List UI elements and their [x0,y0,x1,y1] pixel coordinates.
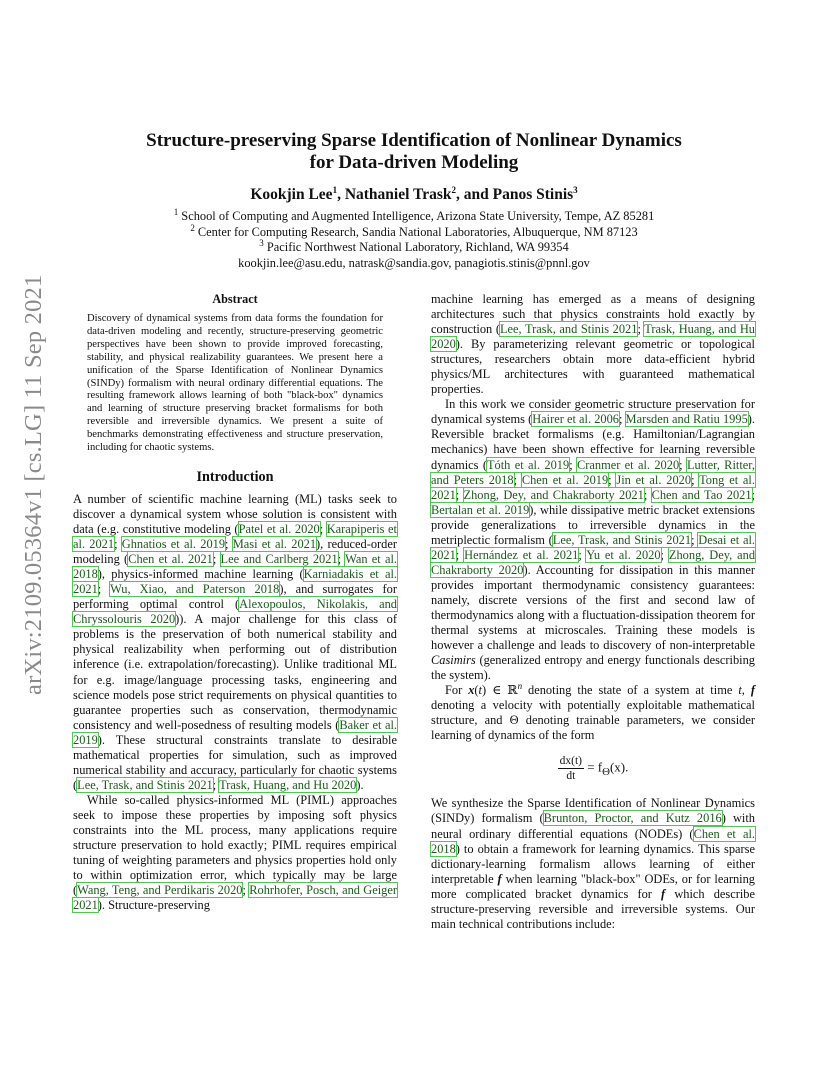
text-run: We synthesize the Sparse Identification of Nonlinear Dynamics (SINDy) formalism ( [431,796,755,826]
citation-link[interactable]: Wang, Teng, and Perdikaris 2020 [77,883,243,898]
citation-link[interactable]: Yu et al. 2020 [586,547,661,562]
text-run: While so-called physics-informed ML (PIML) approaches seek to impose these properties by imposing soft physics constraints into the ML process, many applications require structure preservation to hold exactly; PIML requires empirical tuning of weighting parameters and physics properties hold only to within optimization error, which typically may be large ( [73,792,397,898]
right-paragraph-2 [431,397,755,683]
citation-link[interactable]: Rohrhofer, Posch, and Geiger 2021 [73,883,397,913]
citation-link[interactable]: Karapiperis et al. 2021 [73,522,397,552]
affiliation-2 [80,222,748,241]
abstract-heading: Abstract [212,292,258,306]
text-run: ; [337,552,346,567]
citation-link[interactable]: Wu, Xiao, and Paterson 2018 [110,582,280,597]
text-run: ; [455,547,465,562]
fraction-numerator: dx(t) [559,755,582,768]
text-run: ; [114,537,122,552]
text-run: ; [637,322,645,337]
citation-link[interactable]: Lee and Carlberg 2021 [220,552,338,567]
text-run: ; [751,487,755,502]
text-run: ; [660,547,669,562]
emphasis-casimirs: Casimirs [431,653,476,668]
citation-link[interactable]: Marsden and Ratiu 1995 [625,412,748,427]
text-run: ; [618,412,626,427]
text-run: ; [569,457,577,472]
right-column [431,292,755,932]
paper-title [80,130,748,174]
text-run: ; [513,472,522,487]
text-run: )). A major challenge for this class of problems is the preservation of both numerical stability and physical realizability when performing out of distribution inference (i.e. extrapolation/forecasting). Unlike traditional ML for e.g. image/language processing tasks, engineering and science models pose strict requirements on physical quantities to guarantee properties such as conservation, thermodynamic consistency and well-posedness of resulting models ( [73,612,397,732]
math-symbol: f [661,886,666,901]
citation-link[interactable]: Bertalan et al. 2019 [431,502,530,517]
title-line-1: Structure-preserving Sparse Identification of Nonlinear Dynamics [146,130,682,151]
math-symbol: n [517,681,523,692]
affiliation-1 [80,206,748,225]
text-run: For [445,683,469,698]
author-3: Panos Stinis [492,186,574,203]
text-run: ). Structure-preserving [97,898,210,913]
text-run: ; [691,472,700,487]
text-run: ; [212,777,220,792]
text-run: which describe structure-preserving reversible and irreversible systems. Our main technical contributions include: [431,886,756,931]
title-line-2: for Data-driven Modeling [309,152,519,173]
citation-link[interactable]: Hernández et al. 2021 [464,547,579,562]
affiliation-2-sup: 2 [190,222,195,233]
text-run: ), and surrogates for performing optimal control ( [73,582,397,612]
citation-link[interactable]: Karniadakis et al. 2021 [73,567,398,597]
citation-link[interactable]: Lee, Trask, and Stinis 2021 [77,777,213,792]
text-run: ). [356,777,364,792]
citation-link[interactable]: Chen and Tao 2021 [651,487,752,502]
intro-paragraph-2 [73,793,397,913]
text-run: ; [97,582,111,597]
citation-link[interactable]: Jin et al. 2020 [616,472,692,487]
text-run: ). Reversible bracket formalisms (e.g. Hamiltonian/Lagrangian mechanics) have been shown effective for learning reversible dynamics ( [431,412,756,472]
author-3-sup: 3 [573,184,578,195]
citation-link[interactable]: Lee, Trask, and Stinis 2021 [499,322,638,337]
text-run: , [741,683,751,698]
text-run: ; [691,532,699,547]
ode-equation [431,755,755,782]
author-2-sup: 2 [451,184,456,195]
math-symbol: t [738,683,742,698]
equation-subscript: Θ [602,766,610,779]
text-run: when learning "black-box" ODEs, or for learning more complicated bracket dynamics for [431,871,755,901]
citation-link[interactable]: Patel et al. 2020 [238,522,320,537]
affiliation-3-text: Pacific Northwest National Laboratory, Richland, WA 99354 [266,240,569,255]
author-list [80,186,748,204]
text-run: ) to obtain a framework for learning dynamics. This sparse dictionary-learning formalism allows learning of either interpretable [431,841,755,886]
citation-link[interactable]: Brunton, Proctor, and Kutz 2016 [543,811,722,826]
intro-paragraph-1 [73,492,397,793]
citation-link[interactable]: Chen et al. 2019 [521,472,609,487]
text-run: ) ∈ ℝ [482,683,518,698]
affiliation-2-text: Center for Computing Research, Sandia National Laboratories, Albuquerque, NM 87123 [197,224,638,239]
text-run: ), reduced-order modeling ( [73,537,398,567]
citation-link[interactable]: Trask, Huang, and Hu 2020 [431,322,755,352]
math-symbol: f [750,683,755,698]
citation-link[interactable]: Chen et al. 2021 [128,552,213,567]
right-paragraph-1 [431,292,755,397]
text-run: machine learning has emerged as a means of designing architectures such that physics constraints hold exactly by construction ( [431,292,755,337]
math-symbol: f [497,871,502,886]
author-separator: , and [455,186,493,203]
text-run: ), while dissipative metric bracket extensions provide generalizations to irreversible dynamics in the metriplectic formalism ( [431,502,756,547]
text-run: ). These structural constraints translate to desirable mathematical properties for simulation, such as improved numerical stability and accuracy, particularly for chaotic systems ( [73,732,397,792]
text-run: ; [679,457,687,472]
text-run: ; [578,547,587,562]
text-run: ). By parameterizing relevant geometric or topological structures, researchers obtain more data-efficient hybrid physics/ML architectures with guaranteed mathematical properties. [431,337,755,397]
text-run: ; [225,537,233,552]
derivative-fraction [558,755,584,782]
text-run: ; [319,522,327,537]
citation-link[interactable]: Chen et al. 2018 [431,826,755,856]
citation-link[interactable]: Baker et al. 2019 [73,717,398,747]
text-run: ; [643,487,652,502]
citation-link[interactable]: Hairer et al. 2006 [532,412,619,427]
text-run: ; [242,883,250,898]
author-1: Kookjin Lee [250,186,333,203]
citation-link[interactable]: Zhong, Dey, and Chakraborty 2021 [463,487,644,502]
citation-link[interactable]: Trask, Huang, and Hu 2020 [219,777,357,792]
citation-link[interactable]: Lutter, Ritter, and Peters 2018 [431,457,755,487]
affiliation-1-text: School of Computing and Augmented Intelligence, Arizona State University, Tempe, AZ 85281 [181,209,655,223]
text-run: In this work we consider geometric structure preservation for dynamical systems ( [431,397,755,427]
text-run: ( [474,683,479,698]
citation-link[interactable]: Alexopoulos, Nikolakis, and Chryssolouris 2020 [73,597,397,627]
abstract-text: Discovery of dynamical systems from data forms the foundation for data-driven modeling and recently, structure-preserving geometric perspectives have been shown to provide improved forecasting, stability, and physical realizability guarantees. We present here a unification of the Sparse Identification of Nonlinear Dynamics (SINDy) formalism with neural ordinary differential equations. The resulting framework allows learning of both "black-box" dynamics and learning of structure preserving bracket formalisms for both reversible and irreversible dynamics. We present a suite of benchmarks demonstrating effectiveness and structure preservation, including for chaotic systems. [87,313,383,454]
text-run: ; [455,487,464,502]
text-run: A number of scientific machine learning (ML) tasks seek to discover a dynamical system whose solution is consistent with data (e.g. constitutive modeling ( [73,491,397,537]
equation-rhs: = f [587,759,603,775]
text-run: ; [212,552,221,567]
affiliations [80,206,748,271]
right-paragraph-4 [431,796,755,931]
author-2: Nathaniel Trask [344,186,452,203]
author-1-sup: 1 [332,184,338,195]
citation-link[interactable]: Tong et al. 2021 [431,472,755,502]
affiliation-3-sup: 3 [259,238,264,249]
fraction-denominator: dt [566,770,576,783]
citation-link[interactable]: Desai et al. 2021 [431,532,756,562]
affiliation-3 [80,240,748,256]
citation-link[interactable]: Lee, Trask, and Stinis 2021 [552,532,692,547]
text-run: denoting the state of a system at time [522,683,739,698]
text-run: ), physics-informed machine learning ( [97,567,304,582]
citation-link[interactable]: Zhong, Dey, and Chakraborty 2020 [431,547,756,577]
citation-link[interactable]: Tóth et al. 2019 [486,457,570,472]
citation-link[interactable]: Masi et al. 2021 [232,537,317,552]
arxiv-identifier[interactable]: arXiv:2109.05364v1 [cs.LG] 11 Sep 2021 [20,274,47,695]
text-run: denoting a velocity with potentially exploitable mathematical structure, and Θ denoting trainable parameters, we consider learning of dynamics of the form [431,698,755,743]
citation-link[interactable]: Wan et al. 2018 [73,552,397,582]
equation-rhs-2: (x). [609,759,629,775]
introduction-heading: Introduction [196,468,274,485]
affiliation-1-sup: 1 [173,206,179,217]
text-run: ; [608,472,617,487]
right-paragraph-3 [431,683,755,743]
text-run: ). Accounting for dissipation in this manner provides important thermodynamic consistency guarantees: namely, discrete versions of the first and second law of thermodynamics along with a fluctuation-dissipation theorem for thermal systems at microscales. Training these models is however a challenge and leads to discovery of non-interpretable [431,562,755,653]
citation-link[interactable]: Ghnatios et al. 2019 [121,537,226,552]
math-symbol: x [468,683,475,698]
author-emails: kookjin.lee@asu.edu, natrask@sandia.gov, panagiotis.stinis@pnnl.gov [238,255,590,270]
text-run: ) with neural ordinary differential equations (NODEs) ( [431,811,755,841]
text-run: (generalized entropy and energy functionals describing the system). [431,653,755,683]
author-comma: , [337,186,345,203]
left-column [73,292,397,913]
math-symbol: t [478,683,482,698]
citation-link[interactable]: Cranmer et al. 2020 [576,457,680,472]
